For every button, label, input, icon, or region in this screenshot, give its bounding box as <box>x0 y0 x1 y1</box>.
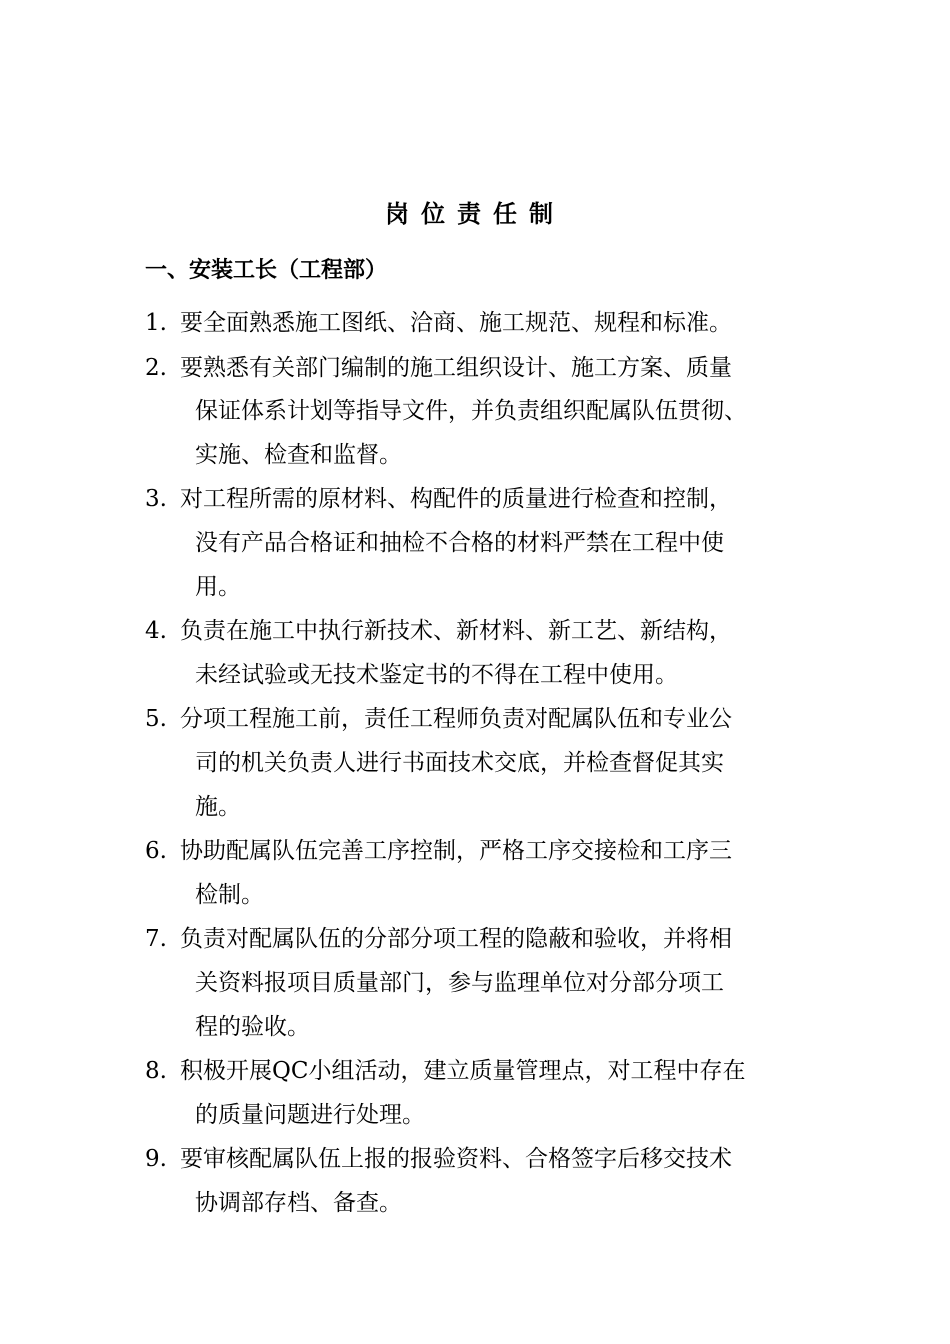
duty-item <box>145 1138 825 1225</box>
duty-item-text: 的质量问题进行处理。 <box>195 1101 425 1128</box>
duty-item-line <box>145 522 825 566</box>
duty-item-text: 负责对配属队伍的分部分项工程的隐蔽和验收，并将相 <box>180 926 732 953</box>
duty-item-line <box>145 918 825 962</box>
duty-item-text: 程的验收。 <box>195 1013 310 1040</box>
duty-item <box>145 698 825 829</box>
duty-item-line <box>145 830 825 874</box>
duty-item-text: 关资料报项目质量部门，参与监理单位对分部分项工 <box>195 969 724 996</box>
duty-item-line <box>145 566 825 610</box>
duty-item-text: 要熟悉有关部门编制的施工组织设计、施工方案、质量 <box>180 354 732 381</box>
duty-item-number: 7. <box>145 926 167 953</box>
document-title: 岗位责任制 <box>385 200 565 228</box>
duty-item-text: 检制。 <box>195 881 264 908</box>
duty-item-number: 3. <box>145 486 167 513</box>
duty-item-text: 要全面熟悉施工图纸、洽商、施工规范、规程和标准。 <box>180 310 732 336</box>
duty-item-line <box>145 302 825 346</box>
duty-item-text: 分项工程施工前，责任工程师负责对配属队伍和专业公 <box>180 706 732 733</box>
duty-item-number: 8. <box>145 1058 167 1085</box>
duty-item <box>145 478 825 609</box>
duty-item <box>145 830 825 917</box>
duty-item-line <box>145 1094 825 1138</box>
duty-item <box>145 347 825 478</box>
duty-item-text: 实施、检查和监督。 <box>195 441 402 468</box>
duty-item-text: 用。 <box>195 573 241 600</box>
duty-item-number: 4. <box>145 618 167 645</box>
duty-item <box>145 610 825 697</box>
section-heading: 一、安装工长（工程部） <box>145 258 388 283</box>
duty-item-text: 司的机关负责人进行书面技术交底，并检查督促其实 <box>195 749 724 776</box>
duty-item-number: 6. <box>145 838 167 865</box>
duty-item-line <box>145 347 825 391</box>
duty-item-text: 保证体系计划等指导文件，并负责组织配属队伍贯彻、 <box>195 398 747 425</box>
duty-item-number: 1. <box>145 310 167 336</box>
duty-item-line <box>145 1138 825 1182</box>
duty-item-line <box>145 434 825 478</box>
duty-item-text: 积极开展QC小组活动，建立质量管理点，对工程中存在 <box>180 1058 746 1085</box>
duty-item <box>145 302 825 346</box>
duty-item-line <box>145 390 825 434</box>
duty-item-line <box>145 610 825 654</box>
duty-item-text: 要审核配属队伍上报的报验资料、合格签字后移交技术 <box>180 1146 732 1173</box>
duty-item <box>145 918 825 1049</box>
duty-item-number: 9. <box>145 1146 167 1173</box>
duty-item-line <box>145 698 825 742</box>
duty-item-number: 5. <box>145 706 167 733</box>
duty-item-text: 未经试验或无技术鉴定书的不得在工程中使用。 <box>195 661 678 688</box>
duty-item-text: 协助配属队伍完善工序控制，严格工序交接检和工序三 <box>180 838 732 865</box>
duty-item-line <box>145 654 825 698</box>
duty-list <box>145 302 825 1226</box>
duty-item-text: 负责在施工中执行新技术、新材料、新工艺、新结构， <box>180 618 732 645</box>
duty-item <box>145 1050 825 1137</box>
duty-item-line <box>145 962 825 1006</box>
duty-item-line <box>145 1050 825 1094</box>
duty-item-line <box>145 874 825 918</box>
duty-item-text: 施。 <box>195 793 241 820</box>
duty-item-line <box>145 786 825 830</box>
duty-item-text: 没有产品合格证和抽检不合格的材料严禁在工程中使 <box>195 529 724 556</box>
duty-item-line <box>145 1006 825 1050</box>
duty-item-line <box>145 742 825 786</box>
duty-item-text: 对工程所需的原材料、构配件的质量进行检查和控制， <box>180 486 732 513</box>
duty-item-line <box>145 478 825 522</box>
duty-item-number: 2. <box>145 354 167 381</box>
duty-item-line <box>145 1182 825 1226</box>
duty-item-text: 协调部存档、备查。 <box>195 1189 402 1216</box>
